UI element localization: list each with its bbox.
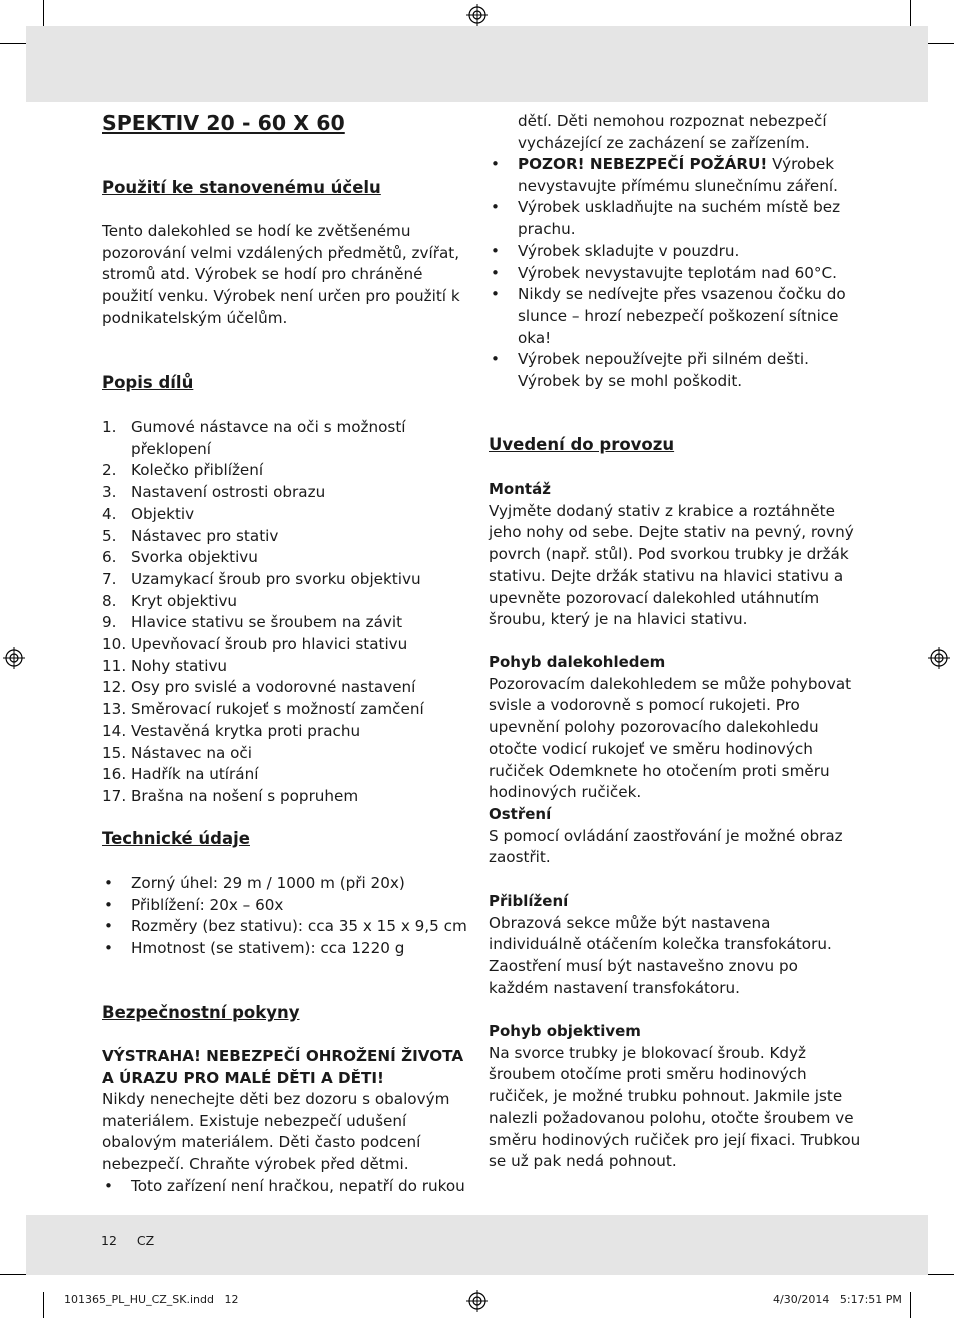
section-text: Obrazová sekce může být nastavena individuálně otáčením kolečka transfokátoru. Zaostření musí být nastavešno znovu po každém nastavení transfokátoru. (489, 913, 832, 997)
safety-first-bullet (102, 1176, 472, 1198)
list-item: • Rozměry (bez stativu): cca 35 x 15 x 9,5 cm (102, 916, 472, 938)
crop-mark (910, 0, 911, 26)
list-item: 16. Hadřík na utírání (102, 765, 259, 784)
print-slug-timestamp: 4/30/2014 5:17:51 PM (773, 1293, 902, 1306)
technical-list (102, 873, 472, 960)
crop-mark (0, 43, 26, 44)
crop-mark (910, 1292, 911, 1318)
list-item: 9. Hlavice stativu se šroubem na závit (102, 613, 403, 632)
crop-mark (928, 1274, 954, 1275)
section-text: Pozorovacím dalekohledem se může pohybovat svisle a vodorovně s pomocí rukojeti. Pro upevnění polohy pozorovacího dalekohledu otočte vodicí rukojeť ve směru hodinových ručiček Odemknete ho otočením proti směru hodinových ručiček. (489, 674, 852, 802)
section-title: Ostření (489, 805, 552, 823)
list-item: 11. Nohy stativu (102, 656, 228, 675)
list-item: 4. Objektiv (102, 504, 195, 523)
section-title: Pohyb objektivem (489, 1022, 641, 1040)
page-title: SPEKTIV 20 - 60 X 60 (102, 111, 345, 135)
safety-list (489, 154, 861, 393)
list-item: 3. Nastavení ostrosti obrazu (102, 483, 326, 502)
registration-mark-icon (3, 647, 25, 669)
list-item: 10. Upevňovací šroub pro hlavici stativu (102, 635, 408, 654)
crop-mark (0, 1274, 26, 1275)
language-code: CZ (136, 1233, 155, 1248)
list-item: 15. Nástavec na oči (102, 743, 252, 762)
list-item: • Nikdy se nedívejte přes vsazenou čočku do slunce – hrozí nebezpečí poškození sítnice oka! (489, 284, 861, 349)
registration-mark-icon (928, 647, 950, 669)
list-item: • Výrobek nepoužívejte při silném dešti. Výrobek by se mohl poškodit. (489, 349, 861, 392)
list-item: • Výrobek skladujte v pouzdru. (489, 241, 861, 263)
crop-mark (43, 0, 44, 26)
list-item: • POZOR! NEBEZPEČÍ POŽÁRU! Výrobek nevystavujte přímému slunečnímu záření. (489, 154, 861, 197)
list-item: 8. Kryt objektivu (102, 591, 238, 610)
section-movement (489, 652, 861, 804)
crop-mark (928, 43, 954, 44)
list-item: 2. Kolečko přiblížení (102, 461, 264, 480)
section-zoom (489, 891, 861, 1000)
section-text: Na svorce trubky je blokovací šroub. Když šroubem otočíme proti směru hodinových ručiček, je možné trubku pohnout. Jakmile jste nalezli požadovanou polohu, otočte šroubem ve směru hodinových ručiček pro její fixaci. Trubkou se už pak nedá pohnout. (489, 1043, 861, 1171)
page-footer (101, 1233, 154, 1248)
list-item: 13. Směrovací rukojeť s možností zamčení (102, 700, 424, 719)
safety-heading: Bezpečnostní pokyny (102, 1003, 300, 1022)
header-band (26, 26, 928, 102)
footer-band (26, 1215, 928, 1275)
section-lens-movement (489, 1021, 861, 1173)
section-title: Přiblížení (489, 892, 569, 910)
list-item: 17. Brašna na nošení s popruhem (102, 786, 359, 805)
safety-warning: VÝSTRAHA! NEBEZPEČÍ OHROŽENÍ ŽIVOTA A ÚRAZU PRO MALÉ DĚTI A DĚTI! (102, 1047, 464, 1087)
list-item: 7. Uzamykací šroub pro svorku objektivu (102, 569, 421, 588)
registration-mark-icon (466, 4, 488, 26)
list-item: 14. Vestavěná krytka proti prachu (102, 721, 361, 740)
list-item: • Toto zařízení není hračkou, nepatří do rukou (102, 1176, 472, 1198)
list-item: • Zorný úhel: 29 m / 1000 m (při 20x) (102, 873, 472, 895)
list-item: 5. Nástavec pro stativ (102, 526, 279, 545)
section-text: Vyjměte dodaný stativ z krabice a roztáhněte jeho nohy od sebe. Dejte stativ na pevný, rovný povrch (např. stůl). Pod svorkou trubky je držák stativu. Dejte držák stativu na hlavici stativu a upevněte pozorovací dalekohled utáhnutím šroubu, který je na hlavici stativu. (489, 501, 854, 629)
crop-mark (43, 1292, 44, 1318)
list-item: • Výrobek nevystavujte teplotám nad 60°C. (489, 263, 861, 285)
section-focus (489, 804, 861, 869)
list-item: 6. Svorka objektivu (102, 548, 258, 567)
section-title: Pohyb dalekohledem (489, 653, 666, 671)
print-slug-file: 101365_PL_HU_CZ_SK.indd 12 (64, 1293, 239, 1306)
operation-heading: Uvedení do provozu (489, 435, 675, 454)
parts-heading: Popis dílů (102, 373, 194, 392)
list-item: 12. Osy pro svislé a vodorovné nastavení (102, 678, 416, 697)
list-item: • Výrobek uskladňujte na suchém místě bez prachu. (489, 197, 861, 240)
section-text: S pomocí ovládání zaostřování je možné obraz zaostřit. (489, 826, 843, 867)
safety-first-bullet-continued: dětí. Děti nemohou rozpoznat nebezpečí vycházející ze zacházení se zařízením. (518, 112, 827, 152)
intended-use-heading: Použití ke stanovenému účelu (102, 178, 381, 197)
parts-list (102, 417, 472, 808)
safety-text: Nikdy nenechejte děti bez dozoru s obalovým materiálem. Existuje nebezpečí udušení obalovým materiálem. Děti často podcení nebezpečí. Chraňte výrobek před dětmi. (102, 1090, 450, 1174)
registration-mark-icon (466, 1290, 488, 1312)
technical-heading: Technické údaje (102, 829, 250, 848)
intended-use-text: Tento dalekohled se hodí ke zvětšenému pozorování velmi vzdálených předmětů, zvířat, stromů atd. Výrobek se hodí pro chráněné použití venku. Výrobek není určen pro použití k podnikatelským účelům. (102, 222, 460, 327)
list-item: 1. Gumové nástavce na oči s možností překlopení (102, 418, 406, 458)
section-title: Montáž (489, 480, 551, 498)
section-assembly (489, 479, 861, 631)
list-item: • Přiblížení: 20x – 60x (102, 895, 472, 917)
list-item: • Hmotnost (se stativem): cca 1220 g (102, 938, 472, 960)
page-number: 12 (101, 1233, 117, 1248)
